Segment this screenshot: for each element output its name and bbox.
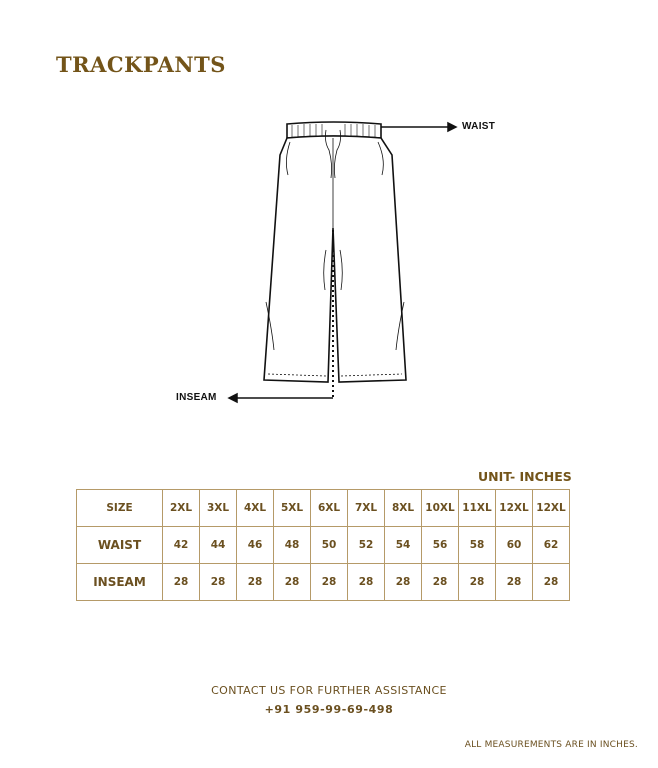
table-cell: 46 — [237, 527, 274, 564]
size-header-cell: 11XL — [459, 490, 496, 527]
table-row — [77, 564, 570, 601]
inseam-label: INSEAM — [176, 392, 217, 403]
table-cell: 28 — [496, 564, 533, 601]
table-cell: 28 — [163, 564, 200, 601]
table-row — [77, 527, 570, 564]
table-cell: 56 — [422, 527, 459, 564]
table-cell: 62 — [533, 527, 570, 564]
size-header-cell: 4XL — [237, 490, 274, 527]
table-cell: 54 — [385, 527, 422, 564]
table-cell: 50 — [311, 527, 348, 564]
size-header-cell: 2XL — [163, 490, 200, 527]
table-cell: 58 — [459, 527, 496, 564]
waist-arrow — [381, 123, 456, 131]
table-cell: 28 — [237, 564, 274, 601]
row-header-cell: INSEAM — [77, 564, 163, 601]
size-header-cell: 7XL — [348, 490, 385, 527]
size-chart-table — [76, 489, 570, 601]
inseam-arrow — [229, 394, 333, 402]
size-header-cell: 8XL — [385, 490, 422, 527]
table-cell: 48 — [274, 527, 311, 564]
table-cell: 52 — [348, 527, 385, 564]
table-row — [77, 490, 570, 527]
table-cell: 28 — [311, 564, 348, 601]
row-header-cell: WAIST — [77, 527, 163, 564]
table-cell: 28 — [200, 564, 237, 601]
size-header-cell: 3XL — [200, 490, 237, 527]
size-header-cell: 6XL — [311, 490, 348, 527]
page-title: TRACKPANTS — [56, 52, 226, 77]
row-header-cell: SIZE — [77, 490, 163, 527]
size-header-cell: 12XL — [496, 490, 533, 527]
table-cell: 28 — [459, 564, 496, 601]
size-header-cell: 12XL — [533, 490, 570, 527]
table-cell: 44 — [200, 527, 237, 564]
table-cell: 28 — [274, 564, 311, 601]
table-cell: 28 — [533, 564, 570, 601]
table-cell: 42 — [163, 527, 200, 564]
contact-phone[interactable]: +91 959-99-69-498 — [264, 703, 394, 716]
table-cell: 60 — [496, 527, 533, 564]
table-cell: 28 — [422, 564, 459, 601]
waist-label: WAIST — [462, 121, 496, 132]
table-cell: 28 — [385, 564, 422, 601]
table-cell: 28 — [348, 564, 385, 601]
contact-text: CONTACT US FOR FURTHER ASSISTANCE — [211, 684, 447, 697]
unit-label: UNIT- INCHES — [478, 469, 572, 484]
pants-outline — [264, 136, 406, 382]
size-header-cell: 5XL — [274, 490, 311, 527]
size-header-cell: 10XL — [422, 490, 459, 527]
measurement-note: ALL MEASUREMENTS ARE IN INCHES. — [464, 740, 638, 750]
